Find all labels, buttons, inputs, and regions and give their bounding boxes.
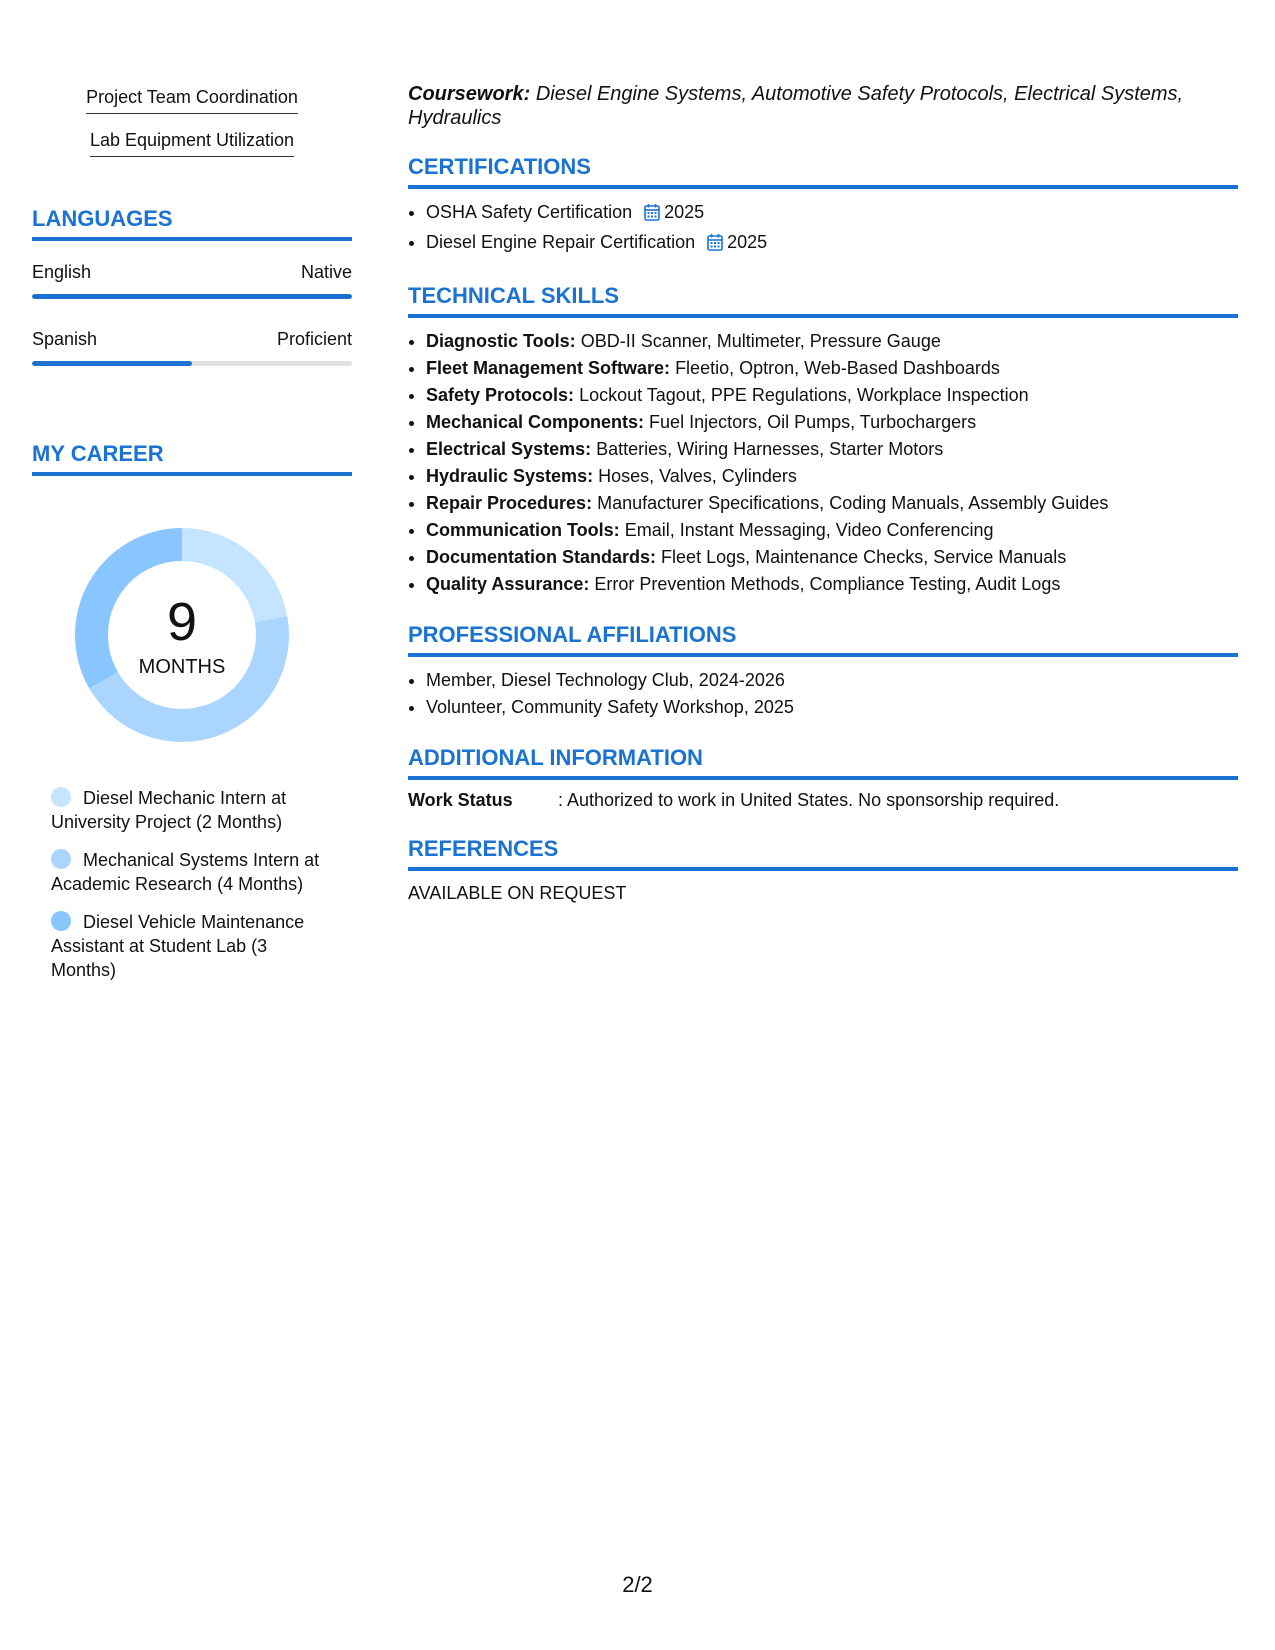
affiliations-title: PROFESSIONAL AFFILIATIONS <box>408 622 1238 657</box>
skill-item <box>426 463 1238 490</box>
skill-item <box>426 571 1238 598</box>
language-bar-fill <box>32 294 352 299</box>
language-bar <box>32 294 352 299</box>
skill-label: Safety Protocols: <box>426 385 575 405</box>
career-total-number: 9 <box>166 592 198 652</box>
certifications-list <box>408 199 1238 259</box>
career-title: MY CAREER <box>32 441 352 476</box>
skill-item <box>426 355 1238 382</box>
references-text: AVAILABLE ON REQUEST <box>408 883 627 903</box>
language-level: Native <box>300 262 352 282</box>
legend-dot-icon <box>51 787 71 807</box>
technical-skills-list <box>408 328 1238 598</box>
technical-skills-title: TECHNICAL SKILLS <box>408 283 1238 318</box>
references-section <box>408 836 1238 905</box>
certification-item <box>426 199 1238 229</box>
skill-value: Batteries, Wiring Harnesses, Starter Motors <box>596 439 944 459</box>
coursework <box>408 82 1238 130</box>
certification-item <box>426 229 1238 259</box>
affiliation-item: • Member, Diesel Technology Club, 2024-2026 <box>426 667 1238 694</box>
language-item <box>32 328 352 366</box>
skill-label: Repair Procedures: <box>426 493 593 513</box>
technical-skills-section <box>408 283 1238 598</box>
work-status-row <box>408 788 1238 812</box>
skill-tags <box>32 85 352 157</box>
skill-value: Hoses, Valves, Cylinders <box>598 466 797 486</box>
left-column <box>32 80 352 996</box>
skill-value: Fleetio, Optron, Web-Based Dashboards <box>675 358 1000 378</box>
right-column <box>408 82 1238 905</box>
skill-item <box>426 490 1238 517</box>
certification-name: OSHA Safety Certification <box>426 202 633 222</box>
references-title: REFERENCES <box>408 836 1238 871</box>
coursework-text: Diesel Engine Systems, Automotive Safety Protocols, Electrical Systems, Hydraulics <box>408 83 1184 129</box>
career-label: Diesel Vehicle Maintenance Assistant at Student Lab (3 Months) <box>51 912 305 980</box>
skill-value: Manufacturer Specifications, Coding Manuals, Assembly Guides <box>597 493 1109 513</box>
page-number: 2/2 <box>622 1572 653 1597</box>
skill-label: Fleet Management Software: <box>426 358 671 378</box>
skill-item <box>426 436 1238 463</box>
additional-info-section <box>408 745 1238 812</box>
certification-year: 2025 <box>664 202 705 222</box>
career-label: Diesel Mechanic Intern at University Project (2 Months) <box>51 788 287 832</box>
language-name: English <box>32 262 92 282</box>
skill-label: Communication Tools: <box>426 520 620 540</box>
skill-item <box>426 328 1238 355</box>
skill-value: OBD-II Scanner, Multimeter, Pressure Gauge <box>580 331 941 351</box>
skill-item <box>426 544 1238 571</box>
skill-value: Error Prevention Methods, Compliance Testing, Audit Logs <box>594 574 1061 594</box>
languages-section <box>32 206 352 366</box>
career-legend-item <box>51 786 321 834</box>
certification-name: Diesel Engine Repair Certification <box>426 232 696 252</box>
languages-title: LANGUAGES <box>32 206 352 241</box>
work-status-label: Work Status <box>408 790 513 810</box>
language-bar-fill <box>32 361 192 366</box>
skill-tag: Project Team Coordination <box>86 85 298 114</box>
skill-label: Mechanical Components: <box>426 412 645 432</box>
skill-item <box>426 409 1238 436</box>
career-legend-item <box>51 848 321 896</box>
career-legend-item <box>51 910 321 982</box>
language-item <box>32 261 352 299</box>
skill-label: Electrical Systems: <box>426 439 592 459</box>
work-status-value: : Authorized to work in United States. No sponsorship required. <box>558 790 1060 810</box>
calendar-icon <box>707 232 723 259</box>
language-level: Proficient <box>276 329 352 349</box>
language-name: Spanish <box>32 329 98 349</box>
affiliation-item: • Volunteer, Community Safety Workshop, 2025 <box>426 694 1238 721</box>
coursework-label: Coursework: <box>408 83 531 105</box>
skill-item <box>426 517 1238 544</box>
language-bar <box>32 361 352 366</box>
career-total-unit: MONTHS <box>138 656 226 678</box>
additional-info-title: ADDITIONAL INFORMATION <box>408 745 1238 780</box>
skill-label: Documentation Standards: <box>426 547 657 567</box>
certifications-title: CERTIFICATIONS <box>408 154 1238 189</box>
affiliations-list <box>408 667 1238 721</box>
skill-value: Lockout Tagout, PPE Regulations, Workplace Inspection <box>579 385 1029 405</box>
affiliations-section <box>408 622 1238 721</box>
skill-tag: Lab Equipment Utilization <box>90 128 294 157</box>
certifications-section <box>408 154 1238 259</box>
legend-dot-icon <box>51 849 71 869</box>
skill-item <box>426 382 1238 409</box>
legend-dot-icon <box>51 911 71 931</box>
career-label: Mechanical Systems Intern at Academic Research (4 Months) <box>51 850 320 894</box>
skill-value: Fuel Injectors, Oil Pumps, Turbochargers <box>649 412 977 432</box>
career-legend <box>51 786 321 982</box>
skill-value: Fleet Logs, Maintenance Checks, Service Manuals <box>661 547 1067 567</box>
career-section <box>32 441 352 982</box>
calendar-icon <box>644 202 660 229</box>
career-donut-chart <box>67 520 297 750</box>
skill-label: Hydraulic Systems: <box>426 466 594 486</box>
skill-label: Diagnostic Tools: <box>426 331 576 351</box>
skill-label: Quality Assurance: <box>426 574 590 594</box>
skill-value: Email, Instant Messaging, Video Conferencing <box>624 520 994 540</box>
certification-year: 2025 <box>727 232 768 252</box>
